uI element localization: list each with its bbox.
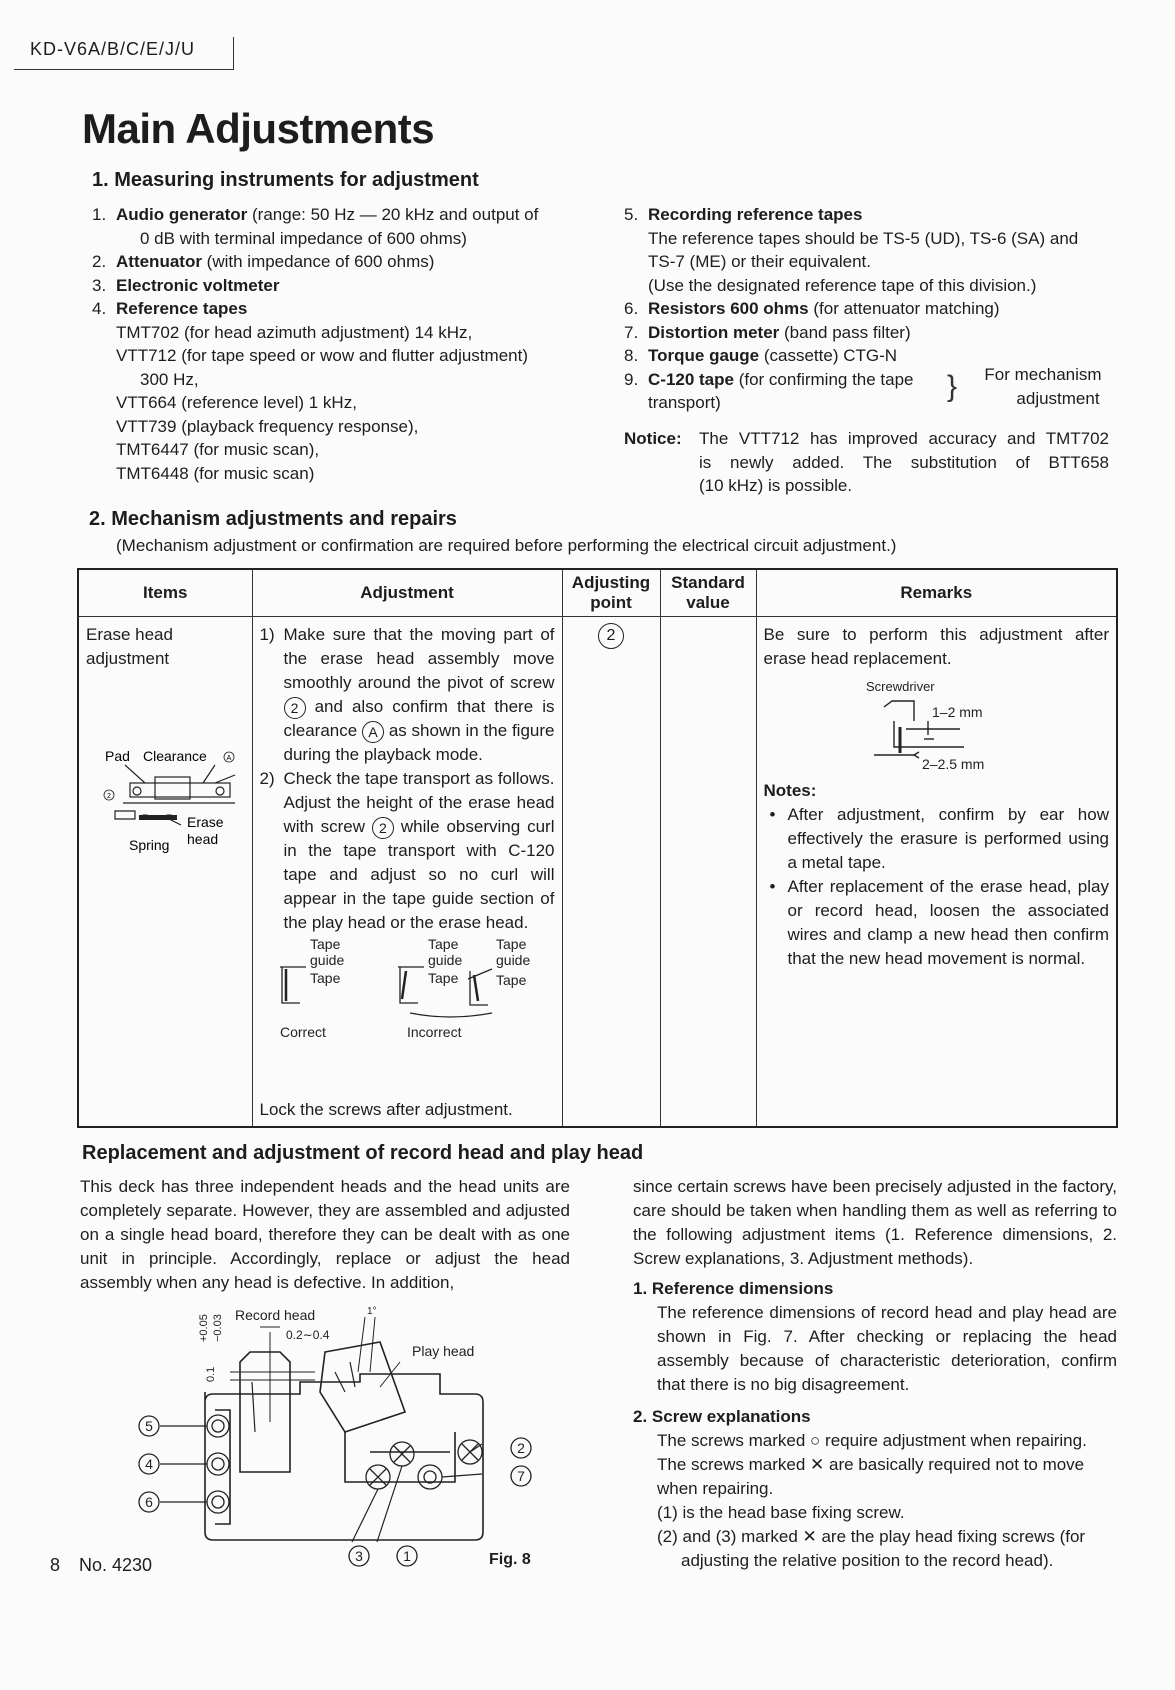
screw-2-label: 2 — [517, 1440, 525, 1456]
screw-7-label: 7 — [517, 1468, 525, 1484]
gap-label: 0.2∼0.4 — [286, 1328, 330, 1342]
tg-tape-label: Tape — [427, 936, 458, 952]
fig8-leaders — [160, 1426, 482, 1542]
screw-line: The screws marked ○ require adjustment when repairing. — [657, 1431, 1087, 1450]
tape-line: TMT6448 (for music scan) — [116, 463, 315, 483]
instrument-item: 3. Electronic voltmeter — [92, 275, 280, 295]
lock-note: Lock the screws after adjustment. — [259, 1100, 513, 1119]
col-header-remarks: Remarks — [756, 569, 1117, 617]
angle-label: 1° — [367, 1306, 377, 1317]
instrument-detail: TS-7 (ME) or their equivalent. — [648, 252, 871, 271]
screw-6-label: 6 — [145, 1494, 153, 1510]
table-row — [78, 617, 1117, 1128]
col-header-adjusting-point: Adjusting point — [562, 569, 660, 617]
play-head-label: Play head — [412, 1343, 475, 1359]
screw-line: (1) is the head base fixing screw. — [657, 1503, 905, 1522]
document-number: No. 4230 — [79, 1555, 153, 1575]
section3-heading: Replacement and adjustment of record head and play head — [82, 1142, 644, 1164]
fig-erase-label: Erase — [187, 814, 224, 830]
instrument-detail: (Use the designated reference tape of this division.) — [648, 275, 1037, 295]
tg-tape-label: Tape — [495, 936, 526, 952]
instrument-list-left — [92, 203, 582, 485]
note-item: • After replacement of the erase head, play or record head, loosen the associated wires and clamp a new head then confirm that the new head movement is normal. — [764, 875, 1110, 971]
section3-intro: This deck has three independent heads and the head units are completely separate. However, they are assembled and adjusted on a single head board, therefore they can be dealt with as one unit in principle. Accordingly, replace or adjust the head assembly when any head is defective. In addition, — [80, 1177, 570, 1292]
instrument-item: 8. Torque gauge (cassette) CTG-N — [624, 346, 898, 365]
mechanism-note: For mechanism adjustment — [984, 365, 1102, 408]
cell-adjusting-point — [562, 617, 660, 1128]
adjustment-step: 2) Check the tape transport as follows. Adjust the height of the erase head with screw 2 while observing curl in the tape transport with C-120 tape and adjust so no curl will appear in the tape guide section of the play head or the erase head. — [259, 769, 555, 932]
fig-pad-label: Pad — [105, 748, 130, 764]
section3-right-intro: since certain screws have been precisely adjusted in the factory, care should be taken when handling them as well as referring to the following adjustment items (1. Reference dimensions, 2. Screw explanations, 3. Adjustment methods). — [633, 1177, 1117, 1268]
tape-guide-figure — [260, 935, 560, 1045]
tape-line: VTT712 (for tape speed or wow and flutter adjustment) — [116, 346, 528, 365]
brace: } — [947, 370, 958, 403]
tape-line: VTT664 (reference level) 1 kHz, — [116, 393, 357, 412]
instrument-item: 4. Reference tapes — [92, 299, 248, 318]
tolerance-base: 0.1 — [205, 1366, 217, 1382]
screw-explanations-heading: 2. Screw explanations — [633, 1407, 811, 1426]
header-rule — [14, 69, 234, 70]
instrument-item: 7. Distortion meter (band pass filter) — [624, 322, 911, 342]
model-code: KD-V6A/B/C/E/J/U — [30, 39, 196, 59]
mechanism-table — [77, 568, 1118, 1128]
tg-correct-label: Correct — [279, 1024, 326, 1040]
adjustment-step: 1) Make sure that the moving part of the erase head assembly move smoothly around the pivot of screw 2 and also confirm that there is clearance A as shown in the figure during the playback mode. — [259, 625, 555, 764]
fig-head-label: head — [187, 831, 219, 847]
screw-line: The screws marked ✕ are basically required not to move when repairing. — [657, 1455, 1085, 1498]
section2-heading: 2. Mechanism adjustments and repairs — [89, 508, 457, 530]
fig-2-label: 2 — [107, 793, 111, 800]
instrument-item: 5. Recording reference tapes — [624, 205, 863, 224]
cell-remarks — [756, 617, 1117, 1128]
instrument-item: 9. C-120 tape (for confirming the tape — [624, 369, 914, 389]
col-header-adjustment: Adjustment — [252, 569, 562, 617]
tape-line: TMT702 (for head azimuth adjustment) 14 kHz, — [116, 322, 473, 342]
page-title: Main Adjustments — [82, 105, 435, 152]
dim-2-label: 2–2.5 mm — [921, 756, 984, 772]
tape-line: VTT739 (playback frequency response), — [116, 416, 419, 436]
header-rule-vertical — [233, 37, 234, 69]
section1-heading: 1. Measuring instruments for adjustment — [92, 169, 479, 191]
instrument-item-cont: 0 dB with terminal impedance of 600 ohms) — [140, 228, 467, 248]
tape-line: 300 Hz, — [140, 369, 199, 389]
tg-guide-label: guide — [309, 952, 344, 968]
note-item: • After adjustment, confirm by ear how effectively the erasure is performed using a metal tape. — [764, 803, 1110, 875]
screw-explanations — [657, 1429, 1119, 1573]
head-assembly-figure — [130, 1302, 560, 1570]
remarks-text: Be sure to perform this adjustment after erase head replacement. — [763, 625, 1109, 668]
circle-marker: A — [362, 721, 384, 743]
tg-tape-label: Tape — [309, 970, 340, 986]
fig-clearance-label: Clearance — [143, 748, 207, 764]
screwdriver-label: Screwdriver — [865, 679, 935, 694]
instrument-item: 6. Resistors 600 ohms (for attenuator matching) — [624, 299, 1000, 318]
table-header-row — [78, 569, 1117, 617]
fig-spring-label: Spring — [129, 837, 170, 853]
tape-line: TMT6447 (for music scan), — [116, 440, 320, 459]
tg-tape-label: Tape — [309, 936, 340, 952]
record-head-label: Record head — [235, 1307, 316, 1323]
reference-dimensions-heading: 1. Reference dimensions — [633, 1279, 834, 1298]
notes-label: Notes: — [763, 781, 817, 800]
adjusting-point-marker: 2 — [598, 623, 624, 649]
section2-subheading: (Mechanism adjustment or confirmation are required before performing the electrical circuit adjustment.) — [116, 536, 897, 555]
fig-a-label: A — [226, 755, 232, 762]
tolerance-minus: −0.03 — [212, 1314, 224, 1342]
instrument-detail: transport) — [648, 393, 721, 412]
tg-tape-label: Tape — [427, 970, 458, 986]
tolerance-plus: +0.05 — [198, 1314, 210, 1342]
cell-standard-value — [660, 617, 756, 1128]
instrument-item: 1. Audio generator (range: 50 Hz — 20 kHz and output of — [92, 205, 539, 224]
tg-guide-label: guide — [495, 952, 530, 968]
screw-4-label: 4 — [145, 1456, 153, 1472]
reference-dimensions-text: The reference dimensions of record head and play head are shown in Fig. 7. After checking or replacing the head assembly because of characteristic deterioration, confirm that there is no big disagreement. — [657, 1303, 1117, 1394]
screw-3-label: 3 — [355, 1548, 363, 1564]
cell-adjustment — [252, 617, 562, 1128]
circle-marker: 2 — [284, 697, 306, 719]
cell-item: Erase head adjustment Pad Clearance A 2 Erase head Spring — [78, 617, 252, 1128]
dim-1-label: 1–2 mm — [931, 704, 983, 720]
tg-guide-label: guide — [427, 952, 462, 968]
col-header-standard-value: Standard value — [660, 569, 756, 617]
screw-line: (2) and (3) marked ✕ are the play head fixing screws (for adjusting the relative position to the record head). — [657, 1527, 1086, 1570]
fig-spring-coil — [139, 815, 177, 820]
tg-tape-label: Tape — [495, 972, 526, 988]
screwdriver-figure — [764, 677, 1064, 777]
screw-1-label: 1 — [403, 1548, 411, 1564]
notice: Notice: The VTT712 has improved accuracy and TMT702 is newly added. The substitution of BTT658 (10 kHz) is possible. — [624, 429, 1109, 495]
circle-marker: 2 — [372, 817, 394, 839]
instrument-detail: The reference tapes should be TS-5 (UD), TS-6 (SA) and — [648, 228, 1079, 248]
figure-caption: Fig. 8 — [489, 1551, 531, 1568]
tg-incorrect-label: Incorrect — [406, 1024, 461, 1040]
screw-5-label: 5 — [145, 1418, 153, 1434]
erase-head-figure — [95, 747, 245, 857]
col-header-items: Items — [78, 569, 252, 617]
page-number: 8 — [50, 1555, 61, 1575]
instrument-item: 2. Attenuator (with impedance of 600 ohms) — [92, 252, 435, 271]
